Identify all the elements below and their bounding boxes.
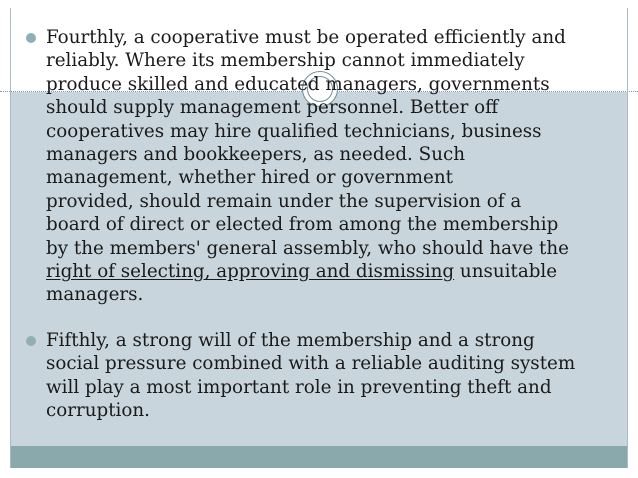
text-line: by the members' general assembly, who should have the xyxy=(46,237,569,259)
text-line: produce skilled and educated managers, governments xyxy=(46,73,550,95)
bullet-dot-icon xyxy=(26,33,36,43)
text-line: cooperatives may hire qualified technicians, business xyxy=(46,120,542,142)
bullet-item-fifthly xyxy=(24,329,614,423)
frame-right-border xyxy=(627,8,628,468)
text-line: Fifthly, a strong will of the membership and a strong xyxy=(46,329,535,351)
text-line-with-underline xyxy=(46,260,614,283)
text-line: management, whether hired or government xyxy=(46,167,453,189)
text-line: corruption. xyxy=(46,400,150,422)
bullet-dot-icon xyxy=(26,336,36,346)
underlined-phrase: right of selecting, approving and dismissing xyxy=(46,261,455,283)
text-line: reliably. Where its membership cannot immediately xyxy=(46,50,525,72)
bullet-item-fourthly xyxy=(24,26,614,307)
frame-left-border xyxy=(10,8,11,468)
text-line: board of direct or elected from among the membership xyxy=(46,214,559,236)
text-line: managers and bookkeepers, as needed. Such xyxy=(46,144,465,166)
footer-bar xyxy=(11,446,627,468)
text-line: provided, should remain under the supervision of a xyxy=(46,190,522,212)
text-after-underline: unsuitable xyxy=(454,261,558,283)
text-line: will play a most important role in preventing theft and xyxy=(46,376,552,398)
text-line: Fourthly, a cooperative must be operated efficiently and xyxy=(46,27,566,48)
slide-content xyxy=(24,26,614,423)
text-line: managers. xyxy=(46,284,144,306)
text-line: should supply management personnel. Better off xyxy=(46,97,499,119)
text-line: social pressure combined with a reliable auditing system xyxy=(46,353,576,375)
